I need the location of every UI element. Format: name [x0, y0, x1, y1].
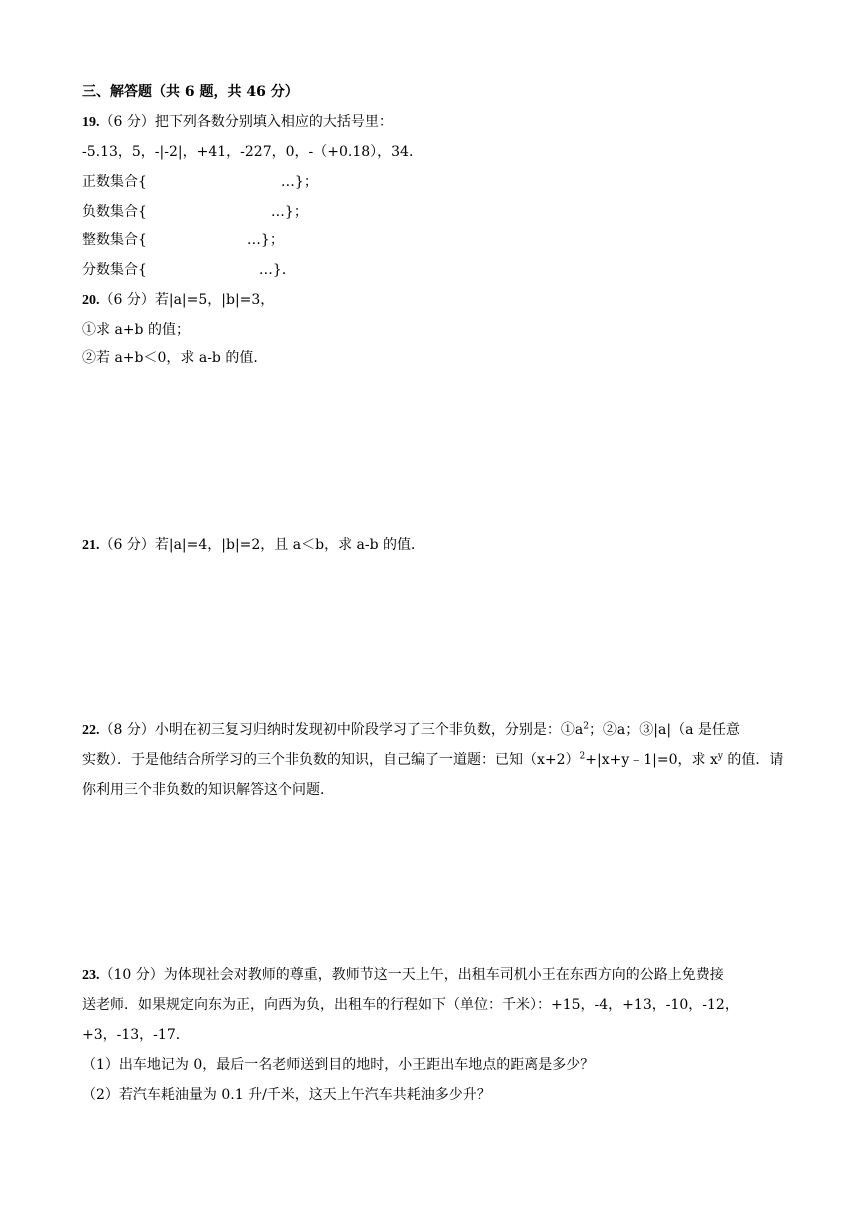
question-19-numbers: -5.13，5，-|-2|，+41，-227，0，-（+0.18），34．	[82, 144, 423, 160]
positive-set-label: 正数集合{	[82, 174, 147, 190]
question-21-number: 21.	[82, 538, 100, 553]
fraction-set-label: 分数集合{	[82, 262, 147, 278]
integer-set-end: …}；	[246, 232, 284, 248]
fraction-set-line	[82, 260, 296, 280]
question-23-number: 23.	[82, 968, 100, 983]
fraction-set-end: …}．	[258, 262, 296, 278]
question-23-line-1	[82, 965, 724, 986]
question-21-text: （6 分）若|a|=4，|b|=2，且 a＜b，求 a-b 的值．	[99, 537, 426, 553]
question-20-part-2: ②若 a+b＜0，求 a-b 的值．	[82, 350, 268, 366]
question-23-line-3: +3，-13，-17．	[82, 1027, 190, 1043]
question-22-text-1a: （8 分）小明在初三复习归纳时发现初中阶段学习了三个非负数，分别是：①a	[99, 722, 584, 738]
question-20-part-1: ①求 a+b 的值；	[82, 322, 190, 338]
question-23-text-1: （10 分）为体现社会对教师的尊重，教师节这一天上午，出租车司机小王在东西方向的公路上免费接	[99, 967, 724, 983]
question-19-header	[82, 112, 393, 133]
question-22-text-2c: 的值．请	[722, 752, 784, 768]
question-22-text-2a: 实数）．于是他结合所学习的三个非负数的知识，自己编了一道题：已知（x+2）	[82, 752, 580, 768]
question-23-part-1: （1）出车地记为 0，最后一名老师送到目的地时，小王距出车地点的距离是多少？	[82, 1057, 595, 1073]
positive-set-end: …}；	[280, 174, 318, 190]
negative-set-end: …}；	[270, 204, 308, 220]
question-20-header	[82, 290, 274, 311]
exponent-2: 2	[583, 721, 589, 732]
question-22-line-2	[82, 750, 783, 770]
question-22-number: 22.	[82, 723, 100, 738]
question-20-text: （6 分）若|a|=5，|b|=3，	[99, 292, 275, 308]
question-21	[82, 535, 425, 556]
positive-set-line	[82, 172, 318, 192]
question-22-line-3: 你利用三个非负数的知识解答这个问题.	[82, 782, 325, 798]
section-title: 三、解答题（共 6 题，共 46 分）	[82, 84, 299, 100]
question-22-text-2b: +|x+y﹣1|=0，求 x	[585, 752, 718, 768]
negative-set-line	[82, 202, 308, 222]
question-22-text-1b: ；②a；③|a|（a 是任意	[588, 722, 740, 738]
integer-set-line	[82, 230, 284, 250]
question-19-text: （6 分）把下列各数分别填入相应的大括号里：	[99, 114, 393, 130]
question-23-line-2: 送老师．如果规定向东为正，向西为负，出租车的行程如下（单位：千米）：+15，-4，+13，-10，-12，	[82, 997, 739, 1013]
question-20-number: 20.	[82, 293, 100, 308]
exponent-2: 2	[579, 751, 586, 762]
negative-set-label: 负数集合{	[82, 204, 147, 220]
integer-set-label: 整数集合{	[82, 232, 147, 248]
question-19-number: 19.	[82, 115, 100, 130]
question-22-line-1	[82, 720, 740, 741]
question-23-part-2: （2）若汽车耗油量为 0.1 升/千米，这天上午汽车共耗油多少升？	[82, 1087, 491, 1103]
exponent-y: y	[717, 751, 723, 762]
